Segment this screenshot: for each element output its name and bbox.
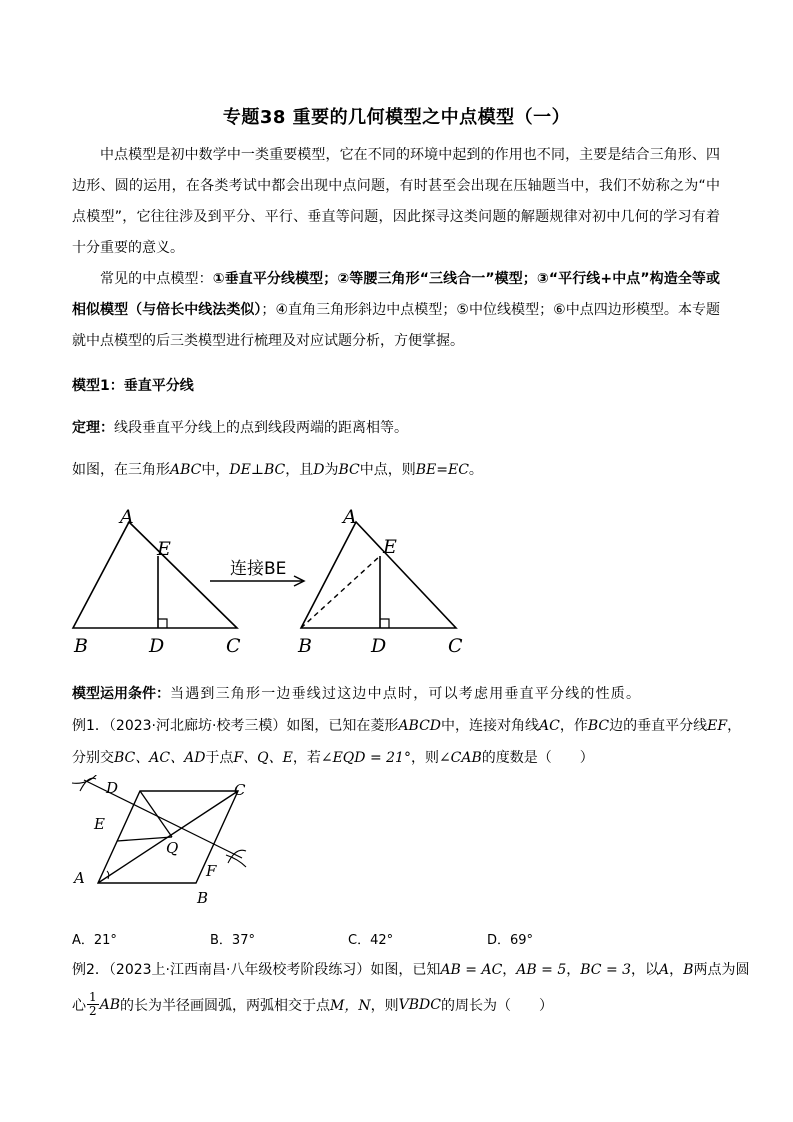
statement bbox=[72, 460, 483, 480]
example1-text: ， bbox=[727, 718, 742, 734]
example2-text: 两点为圆 bbox=[693, 962, 750, 978]
statement-text: 中点，则 bbox=[359, 462, 416, 478]
left-triangle bbox=[73, 522, 237, 628]
example2-math: AB bbox=[99, 996, 121, 1013]
angle-arc-a bbox=[107, 871, 109, 879]
example1-math: F、Q、E bbox=[233, 750, 293, 766]
page-title: 专题38 重要的几何模型之中点模型（一） bbox=[222, 107, 571, 128]
example1-text: 于点 bbox=[205, 750, 234, 766]
left-right-angle-mark bbox=[158, 619, 167, 628]
arc-mark-top-2 bbox=[72, 775, 98, 783]
example1-math: BC、AC、AD bbox=[114, 750, 206, 766]
example2-text: ，则 bbox=[370, 997, 399, 1014]
left-label-b: B bbox=[74, 635, 88, 657]
statement-math: ABC bbox=[170, 462, 202, 478]
arrow-text: 连接BE bbox=[230, 559, 287, 579]
statement-text: ，且 bbox=[285, 462, 314, 478]
statement-text: 为 bbox=[324, 462, 339, 478]
rhombus-label-d: D bbox=[106, 779, 119, 797]
example2-text: ， bbox=[502, 962, 517, 978]
example1-text: 分别交 bbox=[72, 750, 114, 766]
example2-line2 bbox=[72, 991, 553, 1018]
statement-math: D bbox=[313, 462, 325, 478]
example1-math: ABCD bbox=[398, 718, 442, 734]
example1-math: ∠CAB bbox=[438, 750, 482, 766]
model1-heading: 模型1：垂直平分线 bbox=[72, 378, 194, 394]
example1-math: AC bbox=[539, 718, 560, 734]
statement-math: BE=EC bbox=[415, 462, 469, 478]
left-label-a: A bbox=[120, 506, 134, 528]
example1-math: ∠EQD = 21° bbox=[320, 750, 411, 766]
example2-text: 心 bbox=[72, 997, 86, 1014]
option-d: D．69° bbox=[487, 933, 534, 948]
example1-text: 的度数是（ ） bbox=[481, 750, 594, 766]
rhombus-label-f: F bbox=[206, 862, 217, 880]
right-right-angle-mark bbox=[380, 619, 389, 628]
right-label-d: D bbox=[371, 635, 387, 657]
left-label-d: D bbox=[149, 635, 165, 657]
example1-line2 bbox=[72, 748, 594, 768]
statement-text: 中， bbox=[201, 462, 230, 478]
example2-math: AB = AC bbox=[440, 962, 503, 978]
common-bold: ①垂直平分线模型；②等腰三角形“三线合一”模型；③“平行线+中点”构造全等或相似模型（与倍长中线法类似） bbox=[72, 271, 720, 318]
example2-line1 bbox=[72, 960, 749, 980]
statement-text: 如图，在三角形 bbox=[72, 462, 170, 478]
fraction-denominator: 2 bbox=[89, 1004, 97, 1018]
right-label-e: E bbox=[383, 536, 397, 558]
condition-text: 当遇到三角形一边垂线过这边中点时，可以考虑用垂直平分线的性质。 bbox=[170, 686, 642, 702]
figure-rhombus bbox=[60, 775, 260, 915]
rhombus-label-b: B bbox=[197, 889, 209, 907]
example2-text: ， bbox=[566, 962, 581, 978]
example2-text: 例2．（2023上·江西南昌·八年级校考阶段练习）如图，已知 bbox=[72, 962, 441, 978]
example1-math: BC bbox=[587, 718, 610, 734]
right-label-c: C bbox=[448, 635, 463, 657]
statement-math: DE⊥BC bbox=[229, 462, 286, 478]
theorem-label: 定理： bbox=[72, 420, 114, 436]
common-models-paragraph bbox=[72, 264, 720, 357]
dashed-segment-be bbox=[301, 556, 380, 628]
example1-text: ，作 bbox=[559, 718, 588, 734]
rhombus-label-a: A bbox=[74, 869, 85, 887]
example1-text: 中，连接对角线 bbox=[441, 718, 540, 734]
example1-math: EF bbox=[707, 718, 728, 734]
fraction-one-half bbox=[87, 991, 99, 1018]
example2-math: AB = 5 bbox=[516, 962, 567, 978]
option-c: C．42° bbox=[348, 933, 394, 948]
theorem-text: 线段垂直平分线上的点到线段两端的距离相等。 bbox=[114, 420, 408, 436]
example2-text: ，以 bbox=[631, 962, 660, 978]
example2-math: A bbox=[659, 962, 670, 978]
rhombus-label-e: E bbox=[94, 815, 105, 833]
example1-text: 例1．（2023·河北廊坊·校考三模）如图，已知在菱形 bbox=[72, 718, 399, 734]
segment-dq bbox=[140, 791, 172, 837]
example1-text: ，若 bbox=[292, 750, 321, 766]
option-b: B．37° bbox=[210, 933, 255, 948]
fraction-numerator: 1 bbox=[89, 990, 97, 1004]
right-label-a: A bbox=[343, 506, 357, 528]
condition-label: 模型运用条件： bbox=[72, 686, 170, 702]
left-label-e: E bbox=[157, 538, 171, 560]
example2-text: ， bbox=[669, 962, 684, 978]
theorem bbox=[72, 418, 408, 438]
example2-math: VBDC bbox=[398, 996, 441, 1013]
statement-text: 。 bbox=[468, 462, 483, 478]
intro-paragraph: 中点模型是初中数学中一类重要模型，它在不同的环境中起到的作用也不同，主要是结合三角形、四边形、圆的运用，在各类考试中都会出现中点问题，有时甚至会出现在压轴题当中，我们不妨称之为“中点模型”，它往往涉及到平分、平行、垂直等问题，因此探寻这类问题的解题规律对初中几何的学习有着十分重要的意义。 bbox=[72, 147, 720, 256]
left-label-c: C bbox=[226, 635, 241, 657]
right-label-b: B bbox=[298, 635, 312, 657]
example1-text: 边的垂直平分线 bbox=[609, 718, 708, 734]
common-lead: 常见的中点模型： bbox=[100, 271, 213, 287]
right-triangle bbox=[301, 522, 456, 628]
common-rest: ；④直角三角形斜边中点模型；⑤中位线模型；⑥中点四边形模型。本专题就中点模型的后三类模型进行梳理及对应试题分析，方便掌握。 bbox=[72, 302, 721, 349]
example1-text: ，则 bbox=[410, 750, 439, 766]
example1-line1 bbox=[72, 716, 741, 736]
rhombus-label-q: Q bbox=[166, 839, 179, 857]
statement-math: BC bbox=[338, 462, 360, 478]
example2-math: B bbox=[683, 962, 694, 978]
example2-text: 的周长为（ ） bbox=[440, 997, 553, 1014]
model-condition bbox=[72, 684, 641, 704]
option-a: A．21° bbox=[72, 933, 117, 948]
rhombus-label-c: C bbox=[234, 781, 246, 799]
example2-text: 的长为半径画圆弧，两弧相交于点 bbox=[120, 997, 331, 1014]
example2-math: BC = 3 bbox=[580, 962, 632, 978]
example2-math: M，N bbox=[330, 997, 371, 1014]
figure-perpendicular-bisector bbox=[60, 500, 480, 665]
